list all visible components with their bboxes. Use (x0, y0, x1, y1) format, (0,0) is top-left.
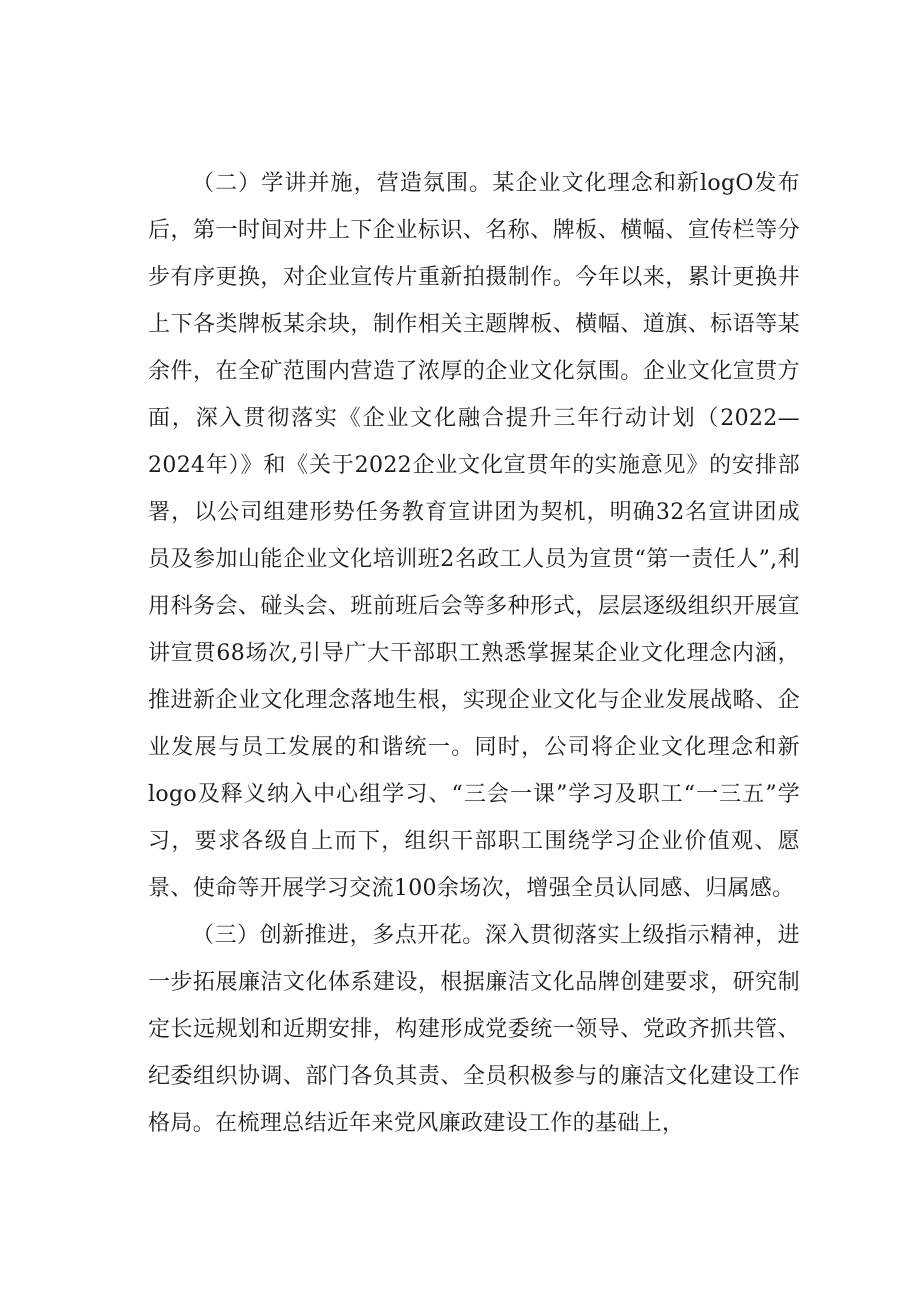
document-body (148, 160, 800, 1147)
paragraph-promotion-atmosphere: （二）学讲并施，营造氛围。某企业文化理念和新logO发布后，第一时间对井上下企业标识、名称、牌板、横幅、宣传栏等分步有序更换，对企业宣传片重新拍摄制作。今年以来，累计更换井上下各类牌板某余块，制作相关主题牌板、横幅、道旗、标语等某余件，在全矿范围内营造了浓厚的企业文化氛围。企业文化宣贯方面，深入贯彻落实《企业文化融合提升三年行动计划（2022—2024年）》和《关于2022企业文化宣贯年的实施意见》的安排部署，以公司组建形势任务教育宣讲团为契机，明确32名宣讲团成员及参加山能企业文化培训班2名政工人员为宣贯“第一责任人”,利用科务会、碰头会、班前班后会等多种形式，层层逐级组织开展宣讲宣贯68场次,引导广大干部职工熟悉掌握某企业文化理念内涵，推进新企业文化理念落地生根，实现企业文化与企业发展战略、企业发展与员工发展的和谐统一。同时，公司将企业文化理念和新logo及释义纳入中心组学习、“三会一课”学习及职工“一三五”学习，要求各级自上而下，组织干部职工围绕学习企业价值观、愿景、使命等开展学习交流100余场次，增强全员认同感、归属感。 (148, 171, 800, 901)
paragraph-innovation-progress: （三）创新推进，多点开花。深入贯彻落实上级指示精神，进一步拓展廉洁文化体系建设，根据廉洁文化品牌创建要求，研究制定长远规划和近期安排，构建形成党委统一领导、党政齐抓共管、纪委组织协调、部门各负其责、全员积极参与的廉洁文化建设工作格局。在梳理总结近年来党风廉政建设工作的基础上， (148, 923, 800, 1136)
